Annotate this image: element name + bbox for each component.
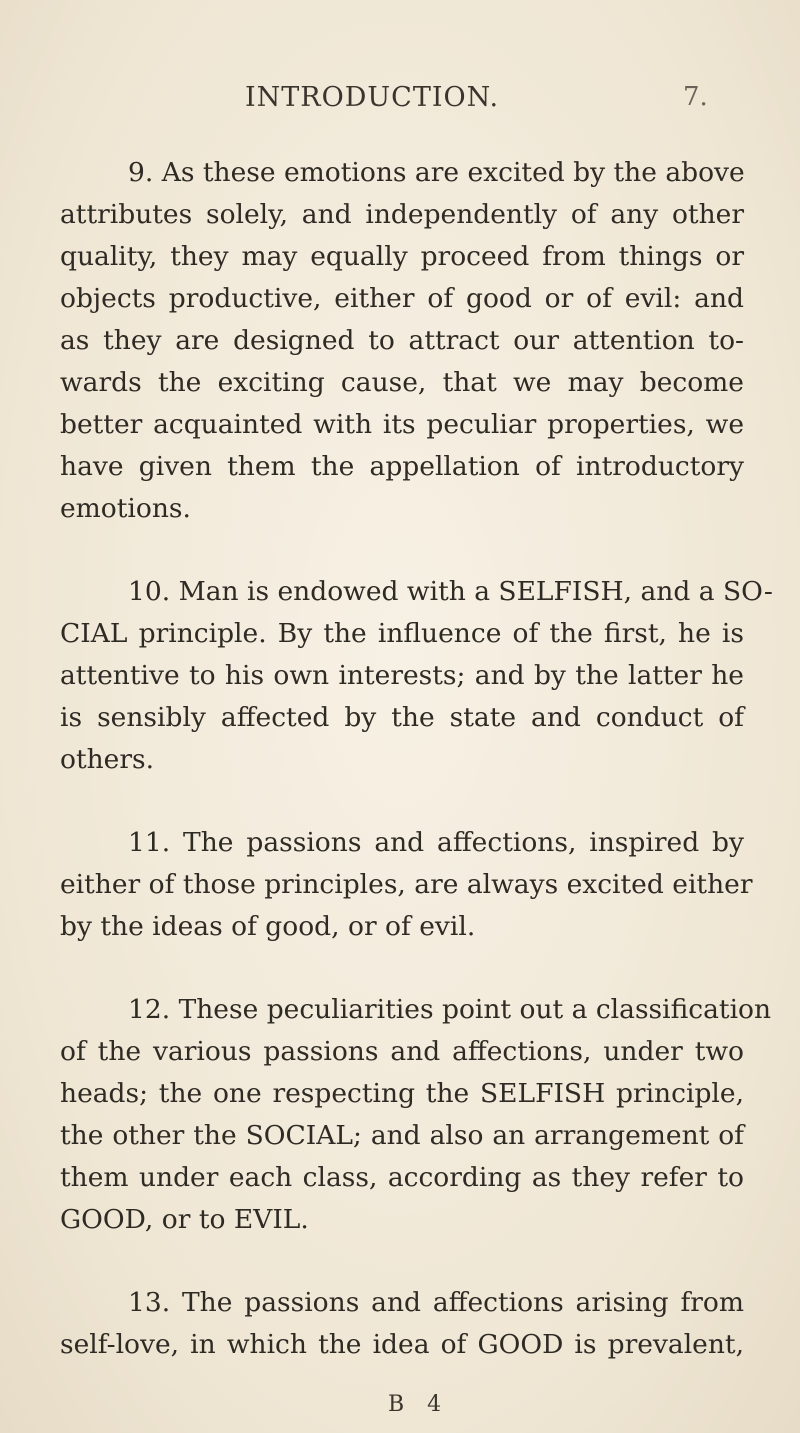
- text-line: 13. The passions and affections arising from: [128, 1287, 744, 1318]
- text-line: objects productive, either of good or of evil: and: [60, 283, 744, 314]
- text-line: of the various passions and affections, under two: [60, 1036, 744, 1067]
- text-line: self-love, in which the idea of GOOD is prevalent,: [60, 1329, 744, 1360]
- paragraph-12: [60, 989, 772, 1241]
- text-line: them under each class, according as they refer to: [60, 1162, 744, 1193]
- text-line: heads; the one respecting the SELFISH principle,: [60, 1078, 744, 1109]
- text-line: as they are designed to attract our attention to-: [60, 325, 744, 356]
- text-line: others.: [60, 744, 155, 775]
- signature-mark: B 4: [388, 1392, 450, 1417]
- text-line: quality, they may equally proceed from things or: [60, 241, 744, 272]
- paragraph-10: [60, 571, 773, 781]
- text-line: 11. The passions and affections, inspired by: [128, 827, 744, 858]
- text-line: 12. These peculiarities point out a classification: [128, 994, 772, 1025]
- text-line: is sensibly affected by the state and conduct of: [60, 702, 744, 733]
- text-line: the other the SOCIAL; and also an arrangement of: [60, 1120, 744, 1151]
- text-line: better acquainted with its peculiar properties, we: [60, 409, 744, 440]
- text-line: attributes solely, and independently of any other: [60, 199, 744, 230]
- paragraph-13: [60, 1282, 744, 1366]
- text-line: CIAL principle. By the influence of the first, he is: [60, 618, 744, 649]
- text-line: emotions.: [60, 493, 191, 524]
- text-line: attentive to his own interests; and by the latter he: [60, 660, 744, 691]
- body-text: [60, 152, 773, 1407]
- text-line: have given them the appellation of introductory: [60, 451, 744, 482]
- text-line: 9. As these emotions are excited by the above: [128, 157, 745, 188]
- text-line: 10. Man is endowed with a SELFISH, and a SO-: [128, 576, 773, 607]
- paragraph-11: [60, 822, 753, 948]
- text-line: GOOD, or to EVIL.: [60, 1204, 309, 1235]
- page-number: 7.: [683, 82, 708, 112]
- running-head: [0, 82, 800, 122]
- running-title: INTRODUCTION.: [245, 82, 500, 113]
- paragraph-9: [60, 152, 744, 530]
- text-line: wards the exciting cause, that we may become: [60, 367, 744, 398]
- text-line: either of those principles, are always excited either: [60, 869, 753, 900]
- text-line: by the ideas of good, or of evil.: [60, 911, 476, 942]
